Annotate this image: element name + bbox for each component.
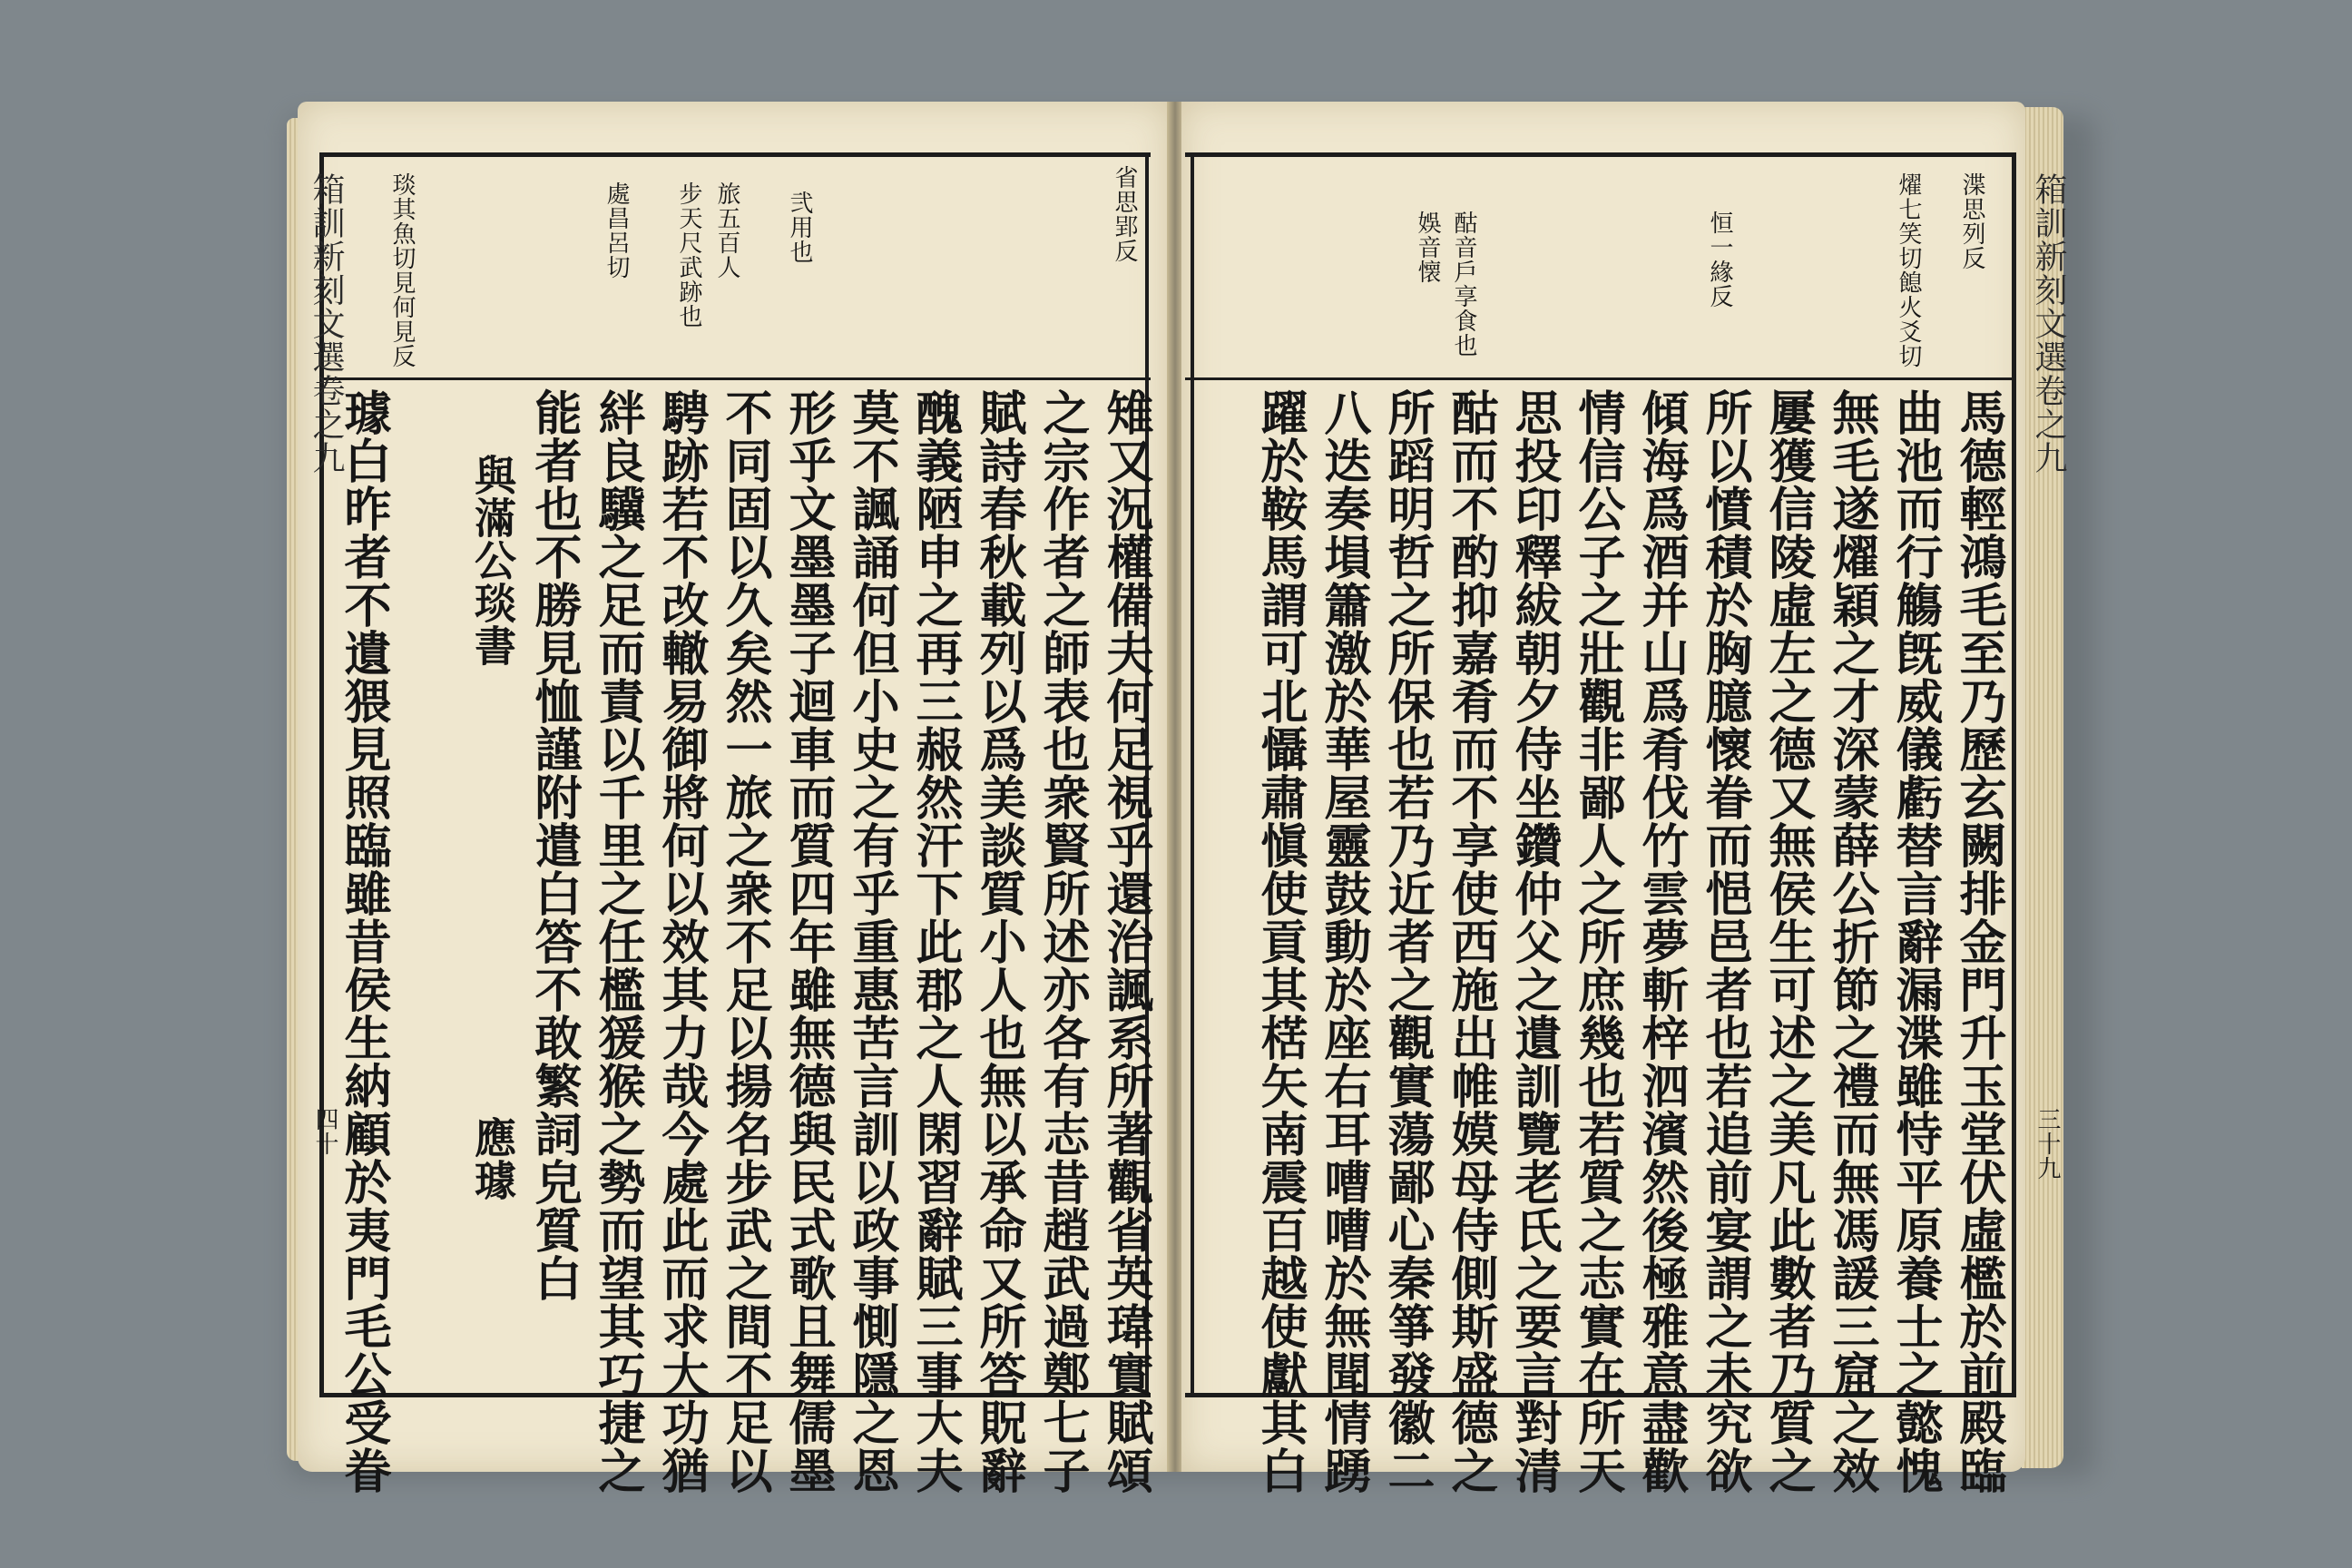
- text-column: 無毛遂燿穎之才深蒙薛公折節之禮而無馮諼三窟之效: [1824, 388, 1879, 1494]
- text-column: 馬德輕鴻毛至乃歷玄闕排金門升玉堂伏虛檻於前殿臨: [1951, 388, 2006, 1494]
- note: 省思郢反: [1111, 165, 1138, 263]
- text-column: 曲池而行觴旣威儀虧替言辭漏渫雖恃平原養士之懿愧: [1887, 388, 1943, 1494]
- note: 旅五百人: [713, 181, 740, 279]
- text-column: 絆良驥之足而責以千里之任檻猨猴之勢而望其巧捷之: [590, 388, 645, 1494]
- right-folio: 三十九: [2034, 1107, 2061, 1181]
- note: 恒一緣反: [1706, 211, 1733, 309]
- right-inner-rule: [1191, 152, 1194, 1397]
- text-column: 賦詩春秋載列以爲美談質小人也無以承命又所答貺辭: [971, 388, 1026, 1494]
- text-column: 能者也不勝見恤謹附遣白答不敢繁詞皃質白: [526, 388, 582, 1302]
- text-column: 所以憤積於胸臆懷眷而悒邑者也若追前宴謂之未究欲: [1697, 388, 1752, 1494]
- note: 步天尺武跡也: [675, 181, 702, 328]
- text-column: 躍於鞍馬謂可北懾肅愼使貢其楛矢南震百越使獻其白: [1252, 388, 1308, 1494]
- left-note-rule: [319, 377, 1151, 380]
- text-column: 雉又況權備夫何足視乎還治諷系所著觀省英瑋實賦頌: [1098, 388, 1153, 1494]
- text-column: 不同固以久矣然一旅之衆不足以揚名步武之間不足以: [717, 388, 772, 1494]
- note: 處昌呂切: [603, 181, 630, 279]
- left-folio: 四十: [311, 1107, 338, 1156]
- text-column: 醜義陋申之再三赧然汗下此郡之人閑習辭賦三事大夫: [907, 388, 963, 1494]
- text-column: 璩白昨者不遺猥見照臨雖昔侯生納顧於夷門毛公受眷: [336, 388, 391, 1494]
- text-column: 思投印釋紱朝夕侍坐鑽仲父之遺訓覽老氏之要言對清: [1506, 388, 1562, 1494]
- text-column: 所蹈明哲之所保也若乃近者之觀實蕩鄙心秦箏發徽二: [1379, 388, 1435, 1494]
- note: 弐用也: [786, 191, 813, 264]
- text-column: 莫不諷誦何但小史之有乎重惠苦言訓以政事惻隱之恩: [844, 388, 899, 1494]
- text-column: 之宗作者之師表也衆賢所述亦各有志昔趙武過鄭七子: [1034, 388, 1090, 1494]
- text-column: 屢獲信陵虛左之德又無侯生可述之美凡此數者乃質之: [1760, 388, 1816, 1494]
- right-margin-label: 箱訓新刻文選卷之九: [2030, 172, 2067, 475]
- text-column: 傾海爲酒并山爲肴伐竹雲夢斬梓泗濱然後極雅意盡歡: [1633, 388, 1689, 1494]
- note: 渫思列反: [1958, 172, 1985, 270]
- note: 娛音懐: [1414, 211, 1441, 284]
- note: 燿七笑切䭒火爻切: [1895, 172, 1922, 368]
- left-margin-label: 箱訓新刻文選卷之九: [308, 172, 345, 475]
- text-column: 騁跡若不改轍易御將何以效其力哉今處此而求大功猶: [653, 388, 709, 1494]
- letter-title: 與滿公琰書: [468, 454, 517, 667]
- letter-author: 應璩: [468, 1116, 517, 1201]
- note: 琰其魚切見何見反: [388, 172, 416, 368]
- text-column: 酤而不酌抑嘉肴而不享使西施出帷嫫母侍側斯盛德之: [1443, 388, 1498, 1494]
- note: 酤音戶享食也: [1450, 211, 1477, 358]
- right-note-rule: [1185, 377, 2016, 380]
- text-column: 形乎文墨墨子迴車而質四年雖無德與民式歌且舞儒墨: [780, 388, 836, 1494]
- text-column: 八迭奏塤簫激於華屋靈鼓動於座右耳嘈嘈於無聞情踴: [1316, 388, 1371, 1494]
- text-column: 情信公子之壯觀非鄙人之所庶幾也若質之志實在所天: [1570, 388, 1625, 1494]
